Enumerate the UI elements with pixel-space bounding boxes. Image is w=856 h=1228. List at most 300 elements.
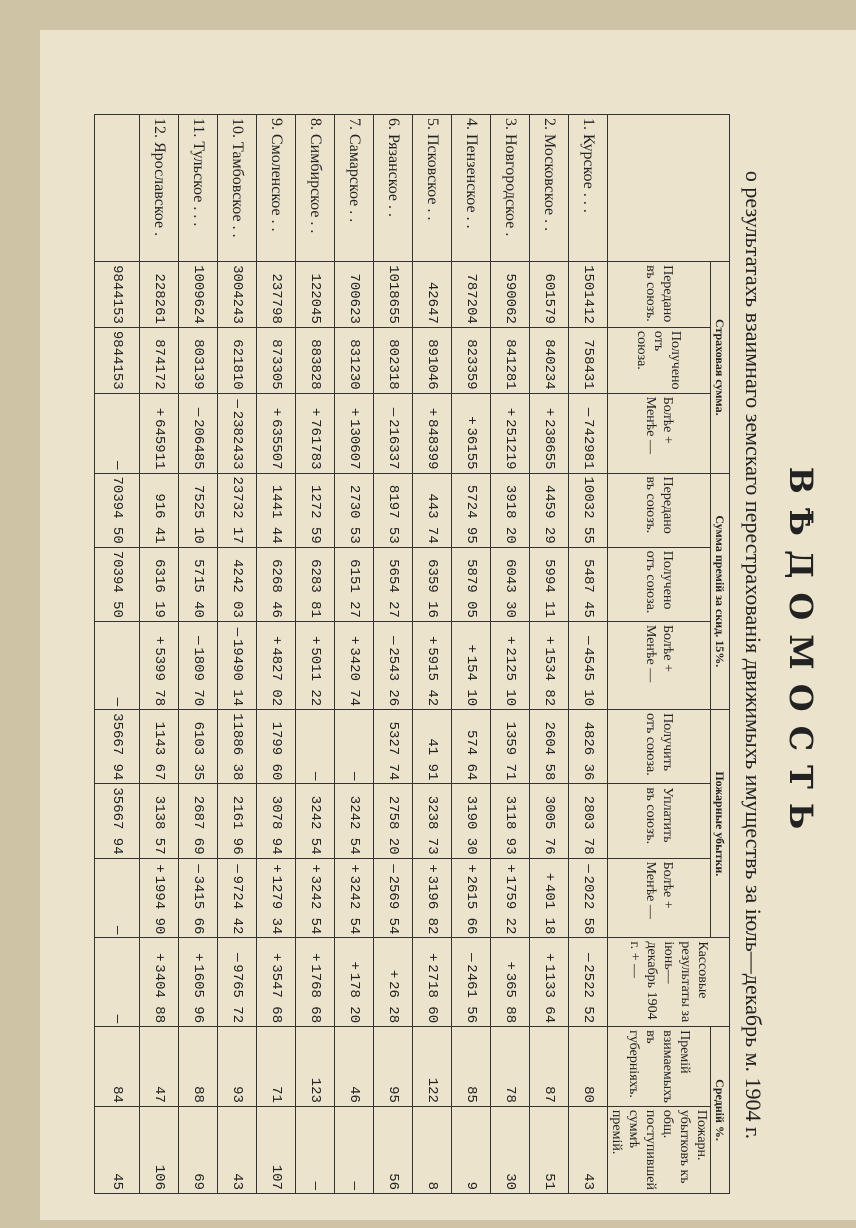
cell-pct1-value: 85 (463, 1086, 479, 1103)
cell-u2 (179, 784, 218, 858)
sign-marker: + (502, 961, 518, 970)
sign-marker: + (385, 969, 401, 979)
header-ubytki-pct: Пожарн. убытковъ къ общ. поступившей суммѣ премій. (608, 1106, 711, 1193)
cell-p1 (140, 473, 179, 547)
cell-k-value: 2718 60 (424, 964, 440, 1024)
cell-pct2-value: — (346, 1181, 362, 1190)
cell-s2-value: 758431 (580, 339, 596, 390)
cell-k-value: 3404 88 (151, 964, 167, 1024)
cell-p1-value: 7525 10 (190, 484, 206, 544)
cell-u3-value: 9724 42 (229, 875, 245, 935)
cell-pct2 (335, 1106, 374, 1193)
cell-s1-value: 228261 (151, 273, 167, 324)
cell-p3-value: 5915 42 (424, 647, 440, 707)
region-name (374, 115, 413, 262)
totals-label (95, 115, 140, 262)
cell-p3 (218, 621, 257, 709)
cell-s2-value: 874172 (151, 339, 167, 390)
cell-u3-value: 2569 54 (385, 875, 401, 935)
cell-pct2 (257, 1106, 296, 1193)
cell-p1-value: 10032 55 (580, 476, 596, 544)
region-name (491, 115, 530, 262)
cell-s3-value: 848399 (424, 419, 440, 470)
cell-s2 (530, 327, 569, 393)
cell-u3 (569, 858, 608, 938)
cell-p1-value: 23732 17 (229, 476, 245, 544)
cell-s1-value: 3004243 (229, 265, 245, 324)
document-page (40, 30, 856, 1220)
sign-marker: — (463, 953, 479, 962)
cell-s1 (413, 262, 452, 328)
header-p-peredano: Передано въ союзъ. (608, 473, 711, 547)
cell-p2-value: 6043 30 (502, 559, 518, 618)
sign-marker: + (541, 953, 557, 962)
cell-p3 (374, 621, 413, 709)
cell-p2-value: 5879 05 (463, 559, 479, 618)
cell-s3 (335, 393, 374, 473)
cell-p3 (491, 621, 530, 709)
cell-pct1 (257, 1027, 296, 1107)
cell-s2 (296, 327, 335, 393)
cell-s2-value: 831230 (346, 339, 362, 390)
cell-s1-value: 237798 (268, 273, 284, 324)
cell-s3-value: 761783 (307, 419, 323, 470)
sign-marker: — (580, 864, 596, 873)
header-s-bolee: Болѣе + Менѣе — (608, 393, 711, 473)
sign-marker: + (346, 864, 362, 873)
sign-marker: + (463, 864, 479, 873)
cell-p3 (569, 621, 608, 709)
sign-marker: + (151, 407, 167, 417)
cell-p1-value: 3918 20 (502, 484, 518, 544)
cell-u3-value: 3242 54 (307, 875, 323, 935)
cell-s1-value: 42647 (424, 281, 440, 324)
cell-u1-value: 11886 38 (229, 713, 245, 781)
cell-u1-value: 5327 74 (385, 721, 401, 781)
cell-p1-value: 443 74 (424, 493, 440, 544)
cell-p2 (530, 547, 569, 621)
region-name-value: 9. Смоленское . . (268, 118, 285, 232)
table-row (140, 115, 179, 1194)
sign-marker: + (346, 961, 362, 970)
sign-marker: + (502, 407, 518, 417)
cell-u3-value: 2022 58 (580, 875, 596, 935)
sign-marker: — (580, 953, 596, 962)
cell-u1-value: 4826 36 (580, 721, 596, 781)
cell-u3 (140, 858, 179, 938)
cell-s1 (335, 262, 374, 328)
cell-u2-value: 3238 73 (424, 795, 440, 855)
cell-p2 (140, 547, 179, 621)
cell-k (179, 938, 218, 1027)
cell-s2-value: 883828 (307, 339, 323, 390)
cell-p1 (179, 473, 218, 547)
header-s-polucheno: Получено отъ союза. (608, 327, 711, 393)
cell-p2 (296, 547, 335, 621)
cell-pct2-value: 69 (190, 1173, 206, 1190)
cell-u3 (452, 858, 491, 938)
cell-u2 (530, 784, 569, 858)
cell-p3-value: 2125 10 (502, 647, 518, 707)
table-row (452, 115, 491, 1194)
cell-u2-value: 3078 94 (268, 795, 284, 855)
sign-marker: + (307, 864, 323, 873)
cell-s2-value: 873305 (268, 339, 284, 390)
results-table (94, 114, 730, 1194)
cell-u1 (140, 710, 179, 784)
region-name-value: 4. Пензенское . . (463, 118, 480, 229)
cell-s3 (491, 393, 530, 473)
header-p-bolee: Болѣе + Менѣе — (608, 621, 711, 709)
sign-marker: + (346, 407, 362, 417)
cell-u2 (569, 784, 608, 858)
cell-u3-value: 1994 90 (151, 875, 167, 935)
region-name (296, 115, 335, 262)
cell-k (296, 938, 335, 1027)
cell-p3 (335, 621, 374, 709)
cell-s1-value: 122045 (307, 273, 323, 324)
cell-k (335, 938, 374, 1027)
cell-s2-value: 840234 (541, 339, 557, 390)
cell-p3-value: 1809 70 (190, 647, 206, 707)
cell-u3 (257, 858, 296, 938)
total-p2: 70394 50 (95, 547, 140, 621)
cell-pct2-value: 51 (541, 1173, 557, 1190)
sign-marker: + (307, 407, 323, 417)
cell-s2-value: 841281 (502, 339, 518, 390)
cell-u1 (374, 710, 413, 784)
cell-s3-value: 206485 (190, 419, 206, 470)
cell-u1 (491, 710, 530, 784)
sign-marker: + (541, 636, 557, 645)
cell-pct2-value: 9 (463, 1181, 479, 1190)
cell-p3 (257, 621, 296, 709)
cell-p2-value: 6359 16 (424, 559, 440, 618)
region-name-value: 11. Тульское . . . (190, 118, 207, 227)
cell-pct1-value: 71 (268, 1086, 284, 1103)
cell-u1-value: 1359 71 (502, 721, 518, 781)
cell-pct1 (296, 1027, 335, 1107)
cell-k-value: 178 20 (346, 972, 362, 1024)
cell-u1-value: — (307, 771, 323, 781)
cell-u2-value: 2803 78 (580, 795, 596, 855)
group-pozhar: Пожарные убытки. (711, 710, 730, 938)
sign-marker: + (151, 636, 167, 645)
cell-s2 (335, 327, 374, 393)
cell-u3 (374, 858, 413, 938)
total-u3: — (95, 858, 140, 938)
cell-u2-value: 3242 54 (346, 795, 362, 855)
total-k: — (95, 938, 140, 1027)
cell-s3-value: 216337 (385, 419, 401, 470)
cell-u3-value: 3242 54 (346, 875, 362, 935)
cell-p2-value: 5715 40 (190, 559, 206, 618)
cell-pct1 (452, 1027, 491, 1107)
region-name-value: 8. Симбирское . . (307, 118, 324, 234)
cell-s3-value: 251219 (502, 419, 518, 470)
cell-p3 (140, 621, 179, 709)
cell-k (452, 938, 491, 1027)
cell-pct2 (452, 1106, 491, 1193)
region-name (140, 115, 179, 262)
cell-k (218, 938, 257, 1027)
region-name-value: 2. Московское . . (541, 118, 558, 232)
total-pct2: 45 (95, 1106, 140, 1193)
sign-marker: + (151, 953, 167, 962)
cell-s3 (257, 393, 296, 473)
cell-s1 (491, 262, 530, 328)
cell-k-value: 2522 52 (580, 964, 596, 1024)
sign-marker: + (307, 953, 323, 962)
total-s1: 9844153 (95, 262, 140, 328)
cell-pct2 (569, 1106, 608, 1193)
cell-pct1-value: 46 (346, 1086, 362, 1103)
header-s-peredano: Передано въ союзъ. (608, 262, 711, 328)
region-name (569, 115, 608, 262)
sign-marker: + (463, 644, 479, 653)
cell-p1-value: 1441 44 (268, 484, 284, 544)
cell-p3 (530, 621, 569, 709)
cell-pct2-value: 106 (151, 1164, 167, 1190)
cell-pct1 (569, 1027, 608, 1107)
region-name-value: 7. Самарское . . (346, 118, 363, 223)
cell-u1 (257, 710, 296, 784)
cell-u1-value: 1143 67 (151, 721, 167, 781)
cell-s3 (296, 393, 335, 473)
cell-u3-value: 1279 34 (268, 875, 284, 935)
cell-s1 (374, 262, 413, 328)
cell-u3-value: 3196 82 (424, 875, 440, 935)
cell-u1 (296, 710, 335, 784)
cell-p3 (179, 621, 218, 709)
cell-s2 (374, 327, 413, 393)
table-row (179, 115, 218, 1194)
cell-p2 (491, 547, 530, 621)
cell-pct2-value: 43 (580, 1173, 596, 1190)
sign-marker: — (385, 864, 401, 873)
cell-s2 (491, 327, 530, 393)
cell-s1 (530, 262, 569, 328)
cell-s3 (530, 393, 569, 473)
table-row (296, 115, 335, 1194)
cell-u1 (179, 710, 218, 784)
cell-u1 (218, 710, 257, 784)
cell-p2-value: 5994 11 (541, 559, 557, 618)
cell-u1 (530, 710, 569, 784)
cell-s2-value: 891046 (424, 339, 440, 390)
cell-k (140, 938, 179, 1027)
cell-s2-value: 802318 (385, 339, 401, 390)
totals-row (95, 115, 140, 1194)
cell-pct2-value: 8 (424, 1181, 440, 1190)
cell-p2-value: 6283 81 (307, 559, 323, 618)
cell-pct2 (179, 1106, 218, 1193)
cell-p3-value: 2543 26 (385, 647, 401, 707)
cell-pct1 (413, 1027, 452, 1107)
cell-p2 (179, 547, 218, 621)
cell-u2-value: 2687 69 (190, 795, 206, 855)
sign-marker: — (229, 864, 245, 873)
cell-pct1 (179, 1027, 218, 1107)
cell-u3 (296, 858, 335, 938)
cell-pct1-value: 93 (229, 1086, 245, 1103)
sign-marker: + (268, 953, 284, 962)
cell-k (413, 938, 452, 1027)
cell-p2 (335, 547, 374, 621)
cell-s3-value: 130607 (346, 419, 362, 470)
cell-u1-value: 41 91 (424, 738, 440, 781)
cell-p2 (374, 547, 413, 621)
cell-p1 (530, 473, 569, 547)
table-row (374, 115, 413, 1194)
cell-u2 (374, 784, 413, 858)
cell-s1 (218, 262, 257, 328)
cell-s3 (569, 393, 608, 473)
sign-marker: — (229, 627, 245, 637)
cell-u2 (140, 784, 179, 858)
sign-marker: — (385, 636, 401, 645)
cell-s3 (452, 393, 491, 473)
table-row (491, 115, 530, 1194)
cell-pct1-value: 122 (424, 1077, 440, 1103)
cell-u2 (335, 784, 374, 858)
sign-marker: — (190, 407, 206, 417)
sign-marker: + (307, 636, 323, 645)
cell-u3-value: 3415 66 (190, 875, 206, 935)
group-strakh: Страховая сумма. (711, 262, 730, 473)
region-name (413, 115, 452, 262)
sign-marker: + (424, 407, 440, 417)
cell-p1-value: 5724 95 (463, 484, 479, 544)
table-row (569, 115, 608, 1194)
cell-k-value: 1605 96 (190, 964, 206, 1024)
cell-u1-value: 1799 60 (268, 721, 284, 781)
cell-p1 (218, 473, 257, 547)
sign-marker: + (190, 953, 206, 962)
cell-u3-value: 401 18 (541, 884, 557, 935)
cell-u1 (413, 710, 452, 784)
cell-u2-value: 3242 54 (307, 795, 323, 855)
cell-s2 (218, 327, 257, 393)
cell-s3-value: 2382433 (229, 410, 245, 470)
cell-p1 (335, 473, 374, 547)
cell-u2-value: 2758 20 (385, 795, 401, 855)
cell-u3-value: 2615 66 (463, 875, 479, 935)
cell-k (569, 938, 608, 1027)
total-p3: — (95, 621, 140, 709)
region-name (530, 115, 569, 262)
cell-k (374, 938, 413, 1027)
cell-p2-value: 6316 19 (151, 559, 167, 618)
cell-s1-value: 590062 (502, 273, 518, 324)
cell-s1 (257, 262, 296, 328)
cell-pct2-value: 30 (502, 1173, 518, 1190)
cell-p1 (374, 473, 413, 547)
cell-pct1-value: 88 (190, 1086, 206, 1103)
group-sredniy: Средній %. (711, 1027, 730, 1194)
total-s3: — (95, 393, 140, 473)
cell-u3 (218, 858, 257, 938)
cell-s3-value: 238655 (541, 419, 557, 470)
cell-s3-value: 742981 (580, 419, 596, 470)
cell-s3 (218, 393, 257, 473)
cell-p3-value: 154 10 (463, 655, 479, 707)
cell-u1 (452, 710, 491, 784)
region-name-value: 3. Новгородское . (502, 118, 519, 237)
cell-pct2-value: — (307, 1181, 323, 1190)
cell-u3 (179, 858, 218, 938)
sign-marker: + (424, 864, 440, 873)
table-row (530, 115, 569, 1194)
cell-u2-value: 3005 76 (541, 795, 557, 855)
cell-u2 (257, 784, 296, 858)
cell-u1 (569, 710, 608, 784)
sign-marker: + (151, 864, 167, 873)
cell-s1-value: 700623 (346, 273, 362, 324)
table-row (218, 115, 257, 1194)
cell-k-value: 1768 68 (307, 964, 323, 1024)
cell-pct2 (374, 1106, 413, 1193)
sign-marker: — (229, 399, 245, 408)
cell-p2-value: 6151 27 (346, 559, 362, 618)
cell-s1-value: 1501412 (580, 265, 596, 324)
cell-pct1 (335, 1027, 374, 1107)
cell-p2 (257, 547, 296, 621)
cell-p3-value: 19490 14 (229, 638, 245, 707)
cell-pct2 (530, 1106, 569, 1193)
cell-s3 (374, 393, 413, 473)
cell-u1-value: 574 64 (463, 729, 479, 781)
cell-p2 (569, 547, 608, 621)
cell-u3-value: 1759 22 (502, 875, 518, 935)
cell-s1-value: 1009624 (190, 265, 206, 324)
region-name (179, 115, 218, 262)
sign-marker: + (268, 864, 284, 873)
sign-marker: — (385, 407, 401, 417)
sign-marker: + (502, 864, 518, 873)
cell-p3 (413, 621, 452, 709)
cell-k-value: 9765 72 (229, 964, 245, 1024)
cell-pct2-value: 43 (229, 1173, 245, 1190)
sign-marker: + (424, 953, 440, 962)
header-blank (608, 115, 730, 262)
cell-u1-value: 2604 58 (541, 721, 557, 781)
header-kassovye: Кассовые результаты за іюнь—декабрь 1904 г. + — (608, 938, 730, 1027)
cell-pct1 (218, 1027, 257, 1107)
region-name-value: 10. Тамбовское . . (229, 118, 246, 238)
cell-k-value: 26 28 (385, 981, 401, 1024)
cell-u2 (452, 784, 491, 858)
region-name (257, 115, 296, 262)
cell-pct1-value: 95 (385, 1086, 401, 1103)
cell-p2-value: 5487 45 (580, 559, 596, 618)
cell-p1 (491, 473, 530, 547)
sign-marker: + (268, 636, 284, 645)
cell-p3-value: 5399 78 (151, 647, 167, 707)
cell-p3 (452, 621, 491, 709)
cell-s3 (179, 393, 218, 473)
cell-k (530, 938, 569, 1027)
cell-k-value: 3547 68 (268, 964, 284, 1024)
cell-p1-value: 1272 59 (307, 484, 323, 544)
cell-s1 (140, 262, 179, 328)
cell-pct2 (413, 1106, 452, 1193)
region-name-value: 6. Рязанское . . (385, 118, 402, 217)
cell-s2-value: 823359 (463, 339, 479, 390)
document-subtitle: о результатахъ взаимнаго земскаго перестрахованія движимыхъ имуществъ за іюль—декабрь м. 1904 г. (741, 170, 766, 1140)
cell-s3-value: 36155 (463, 427, 479, 470)
region-name-value: 1. Курское . . . (580, 118, 597, 213)
